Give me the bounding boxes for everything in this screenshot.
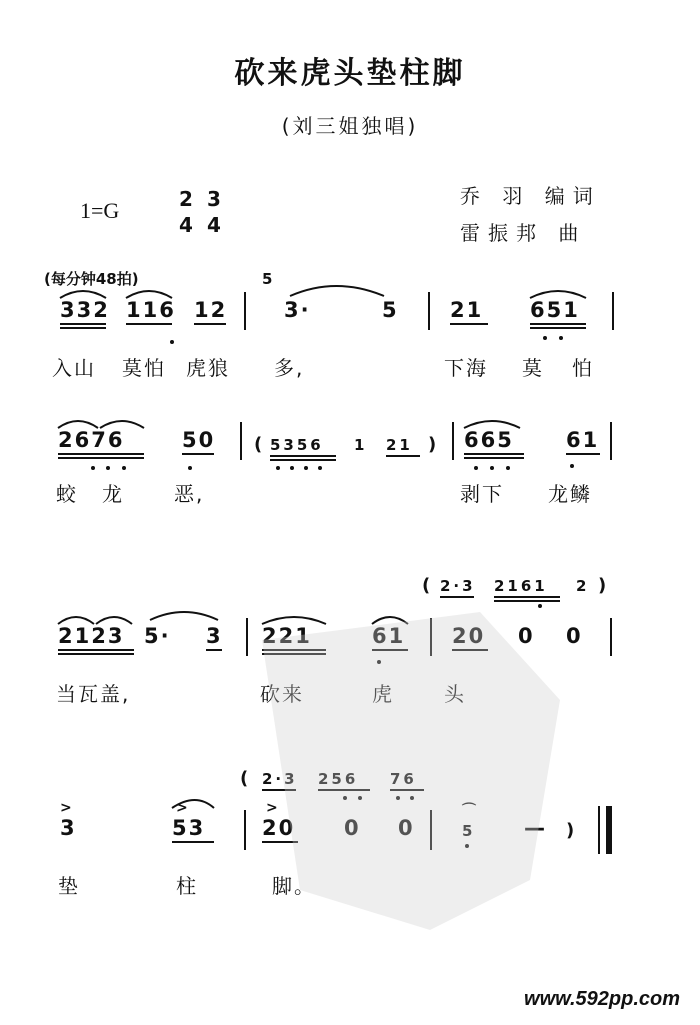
notes-61: 61: [566, 428, 600, 452]
rest-0c: 0: [344, 816, 361, 840]
slur: [58, 617, 132, 624]
paren-open-2: (: [422, 575, 434, 596]
slur: [464, 421, 520, 428]
notes-20: 20: [452, 624, 486, 648]
grace-note: 5: [262, 270, 276, 288]
notes-221: 221: [262, 624, 312, 648]
paren-open-3: (: [240, 768, 252, 789]
note-5-dotted: 5·: [144, 624, 171, 648]
notes-12: 12: [194, 298, 228, 322]
underline: [530, 324, 586, 328]
tempo-marking: (每分钟48拍): [44, 270, 139, 288]
slur: [150, 612, 218, 620]
lyric-8: 蛟: [56, 482, 78, 506]
paren-close-3: ): [566, 820, 578, 841]
lyric-9: 龙: [102, 482, 124, 506]
time-signature-2-4: 2 4: [179, 187, 193, 237]
slur: [60, 291, 106, 298]
rest-0b: 0: [566, 624, 583, 648]
underline: [464, 454, 524, 458]
notes-2dot3: 2·3: [440, 577, 476, 595]
note-5: 5: [382, 298, 399, 322]
lyric-18: 柱: [176, 874, 198, 898]
lyric-5: 下海: [444, 356, 488, 380]
notes-2dot3b: 2·3: [262, 770, 298, 788]
lyric-13: 当瓦盖,: [56, 682, 131, 706]
notes-21-small: 21: [386, 436, 413, 454]
notes-2123: 2123: [58, 624, 125, 648]
notes-2676: 2676: [58, 428, 125, 452]
lyric-11: 剥下: [460, 482, 504, 506]
lyric-16: 头: [444, 682, 466, 706]
notes-651: 651: [530, 298, 580, 322]
lyric-4: 多,: [274, 356, 305, 380]
slur: [262, 617, 326, 624]
accent-mark-3: >: [266, 800, 281, 816]
rest-0a: 0: [518, 624, 535, 648]
time-signature-3-4: 3 4: [207, 187, 221, 237]
notes-256: 256: [318, 770, 359, 788]
underline: [60, 324, 106, 328]
underline: [58, 650, 134, 654]
lyric-3: 虎狼: [186, 356, 230, 380]
lyric-19: 脚。: [272, 874, 316, 898]
slur: [58, 421, 144, 428]
notes-5356: 5356: [270, 436, 324, 454]
lyric-2: 莫怕: [122, 356, 166, 380]
lyric-1: 入山: [52, 356, 96, 380]
lyricist-credit: 乔 羽 编词: [460, 184, 601, 208]
notes-20b: 20: [262, 816, 296, 840]
notes-50: 50: [182, 428, 216, 452]
tie: [290, 286, 384, 296]
watermark-url: www.592pp.com: [524, 988, 680, 1010]
underline: [494, 597, 560, 601]
lyric-6: 莫: [522, 356, 544, 380]
composer-credit: 雷振邦 曲: [460, 221, 587, 245]
note-3: 3: [206, 624, 223, 648]
slur: [172, 800, 214, 808]
paren-open: (: [254, 434, 266, 455]
paren-close-2: ): [598, 575, 610, 596]
underline: [270, 456, 336, 460]
note-3-dotted: 3·: [284, 298, 311, 322]
notes-61b: 61: [372, 624, 406, 648]
slur: [126, 291, 172, 298]
fermata-mark: ⌒: [462, 803, 479, 819]
notes-21: 21: [450, 298, 484, 322]
extension-dash: —: [524, 816, 547, 840]
notes-332: 332: [60, 298, 110, 322]
notes-116: 116: [126, 298, 176, 322]
accent-mark-1: >: [60, 800, 75, 816]
slur: [530, 291, 586, 298]
note-5-fermata: 5: [462, 822, 476, 840]
underline: [58, 454, 144, 458]
lyric-15: 虎: [372, 682, 394, 706]
lyric-7: 怕: [572, 356, 594, 380]
key-signature: 1=G: [80, 198, 120, 223]
notes-665: 665: [464, 428, 514, 452]
notes-53: 53: [172, 816, 206, 840]
note-3-accent: 3: [60, 816, 77, 840]
rest-0d: 0: [398, 816, 415, 840]
song-subtitle: (刘三姐独唱): [281, 114, 419, 138]
lyric-14: 砍来: [260, 682, 304, 706]
note-2-small: 2: [576, 577, 590, 595]
notes-76: 76: [390, 770, 417, 788]
accent-mark-2: >: [176, 800, 191, 816]
lyric-12: 龙鳞: [548, 482, 592, 506]
lyric-10: 恶,: [174, 482, 205, 506]
watermark-seal: [262, 612, 560, 930]
lyric-17: 垫: [58, 874, 80, 898]
song-title: 砍来虎头垫柱脚: [234, 56, 466, 91]
note-1: 1: [354, 436, 368, 454]
notes-2161: 2161: [494, 577, 548, 595]
paren-close: ): [428, 434, 440, 455]
